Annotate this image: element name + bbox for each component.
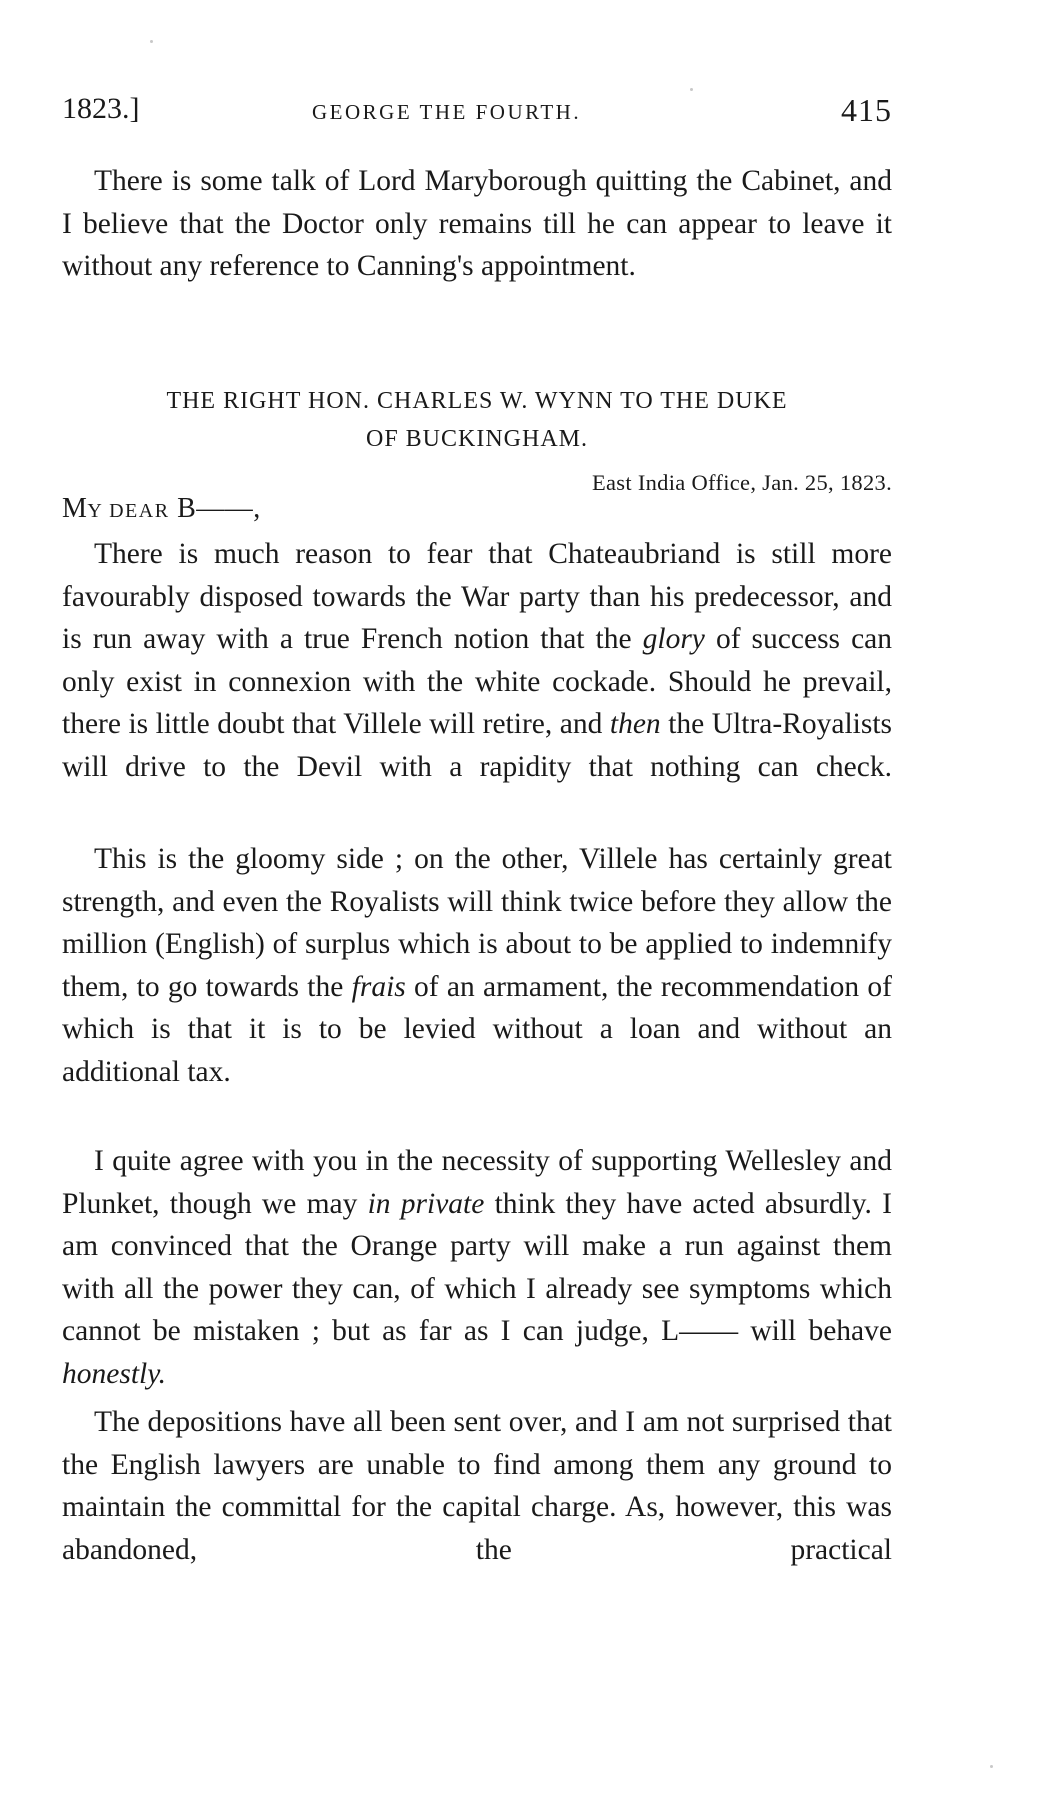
paper-speck — [150, 40, 153, 43]
letter-heading — [62, 382, 892, 458]
emphasis-in-private: in private — [367, 1187, 485, 1220]
paragraph-2 — [62, 533, 892, 788]
emphasis-frais: frais — [351, 970, 406, 1003]
paper-speck — [690, 88, 693, 91]
salutation-small-caps: Y DEAR — [87, 500, 170, 522]
paragraph-4-text-b: think they have acted absurdly. I am convinced that the Orange party will make a run against them with all the power they can, of which I already see symptoms which cannot be mistaken ; but as far as I can judge, L—— will behave — [62, 1187, 892, 1347]
running-head-year: 1823.] — [62, 92, 140, 125]
paragraph-5 — [62, 1401, 892, 1571]
emphasis-honestly: honestly. — [62, 1357, 167, 1390]
emphasis-then: then — [609, 708, 661, 740]
paragraph-3-text-b: of an armament, the recommendation of which is that it is to be levied without a loan and without an additional tax. — [62, 970, 892, 1088]
paragraph-2-text-c: the Ultra-Royalists will drive to the Devil with a rapidity that nothing can check. — [62, 708, 893, 783]
paragraph-5-text: The depositions have all been sent over, and I am not surprised that the English lawyers are unable to find among them any ground to maintain the committal for the capital charge. As, however, this was abandoned, the practical — [62, 1406, 892, 1566]
emphasis-glory: glory — [642, 623, 705, 655]
salutation-rest: B——, — [169, 493, 261, 524]
paragraph-4 — [62, 1140, 892, 1395]
running-head-title: GEORGE THE FOURTH. — [312, 100, 582, 124]
paper-speck — [990, 1765, 993, 1768]
running-head — [62, 92, 892, 138]
salutation-initial: M — [62, 493, 88, 524]
paragraph-3-text-a: This is the gloomy side ; on the other, Villele has certainly great strength, and even the Royalists will think twice before they allow the million (English) of surplus which is about to be applied to indemnify them, to go towards the — [62, 843, 892, 1003]
paragraph-1-text: There is some talk of Lord Maryborough quitting the Cabinet, and I believe that the Doctor only remains till he can appear to leave it without any reference to Canning's appointment. — [62, 165, 892, 282]
page-number: 415 — [841, 92, 892, 128]
paragraph-2-text-b: of success can only exist in connexion with the white cockade. Should he prevail, there is little doubt that Villele will retire, and — [62, 623, 893, 740]
letter-dateline: East India Office, Jan. 25, 1823. — [591, 470, 892, 495]
paragraph-2-text-a: There is much reason to fear that Chateaubriand is still more favourably disposed towards the War party than his predecessor, and is run away with a true French notion that the — [62, 538, 892, 655]
letter-heading-line-2: OF BUCKINGHAM. — [365, 426, 589, 452]
letter-heading-line-1: THE RIGHT HON. CHARLES W. WYNN TO THE DUKE — [166, 388, 788, 414]
paragraph-1 — [62, 160, 892, 288]
paragraph-4-text-a: I quite agree with you in the necessity of supporting Wellesley and Plunket, though we may — [62, 1145, 892, 1220]
paragraph-3 — [62, 838, 892, 1093]
letter-salutation — [62, 493, 261, 525]
